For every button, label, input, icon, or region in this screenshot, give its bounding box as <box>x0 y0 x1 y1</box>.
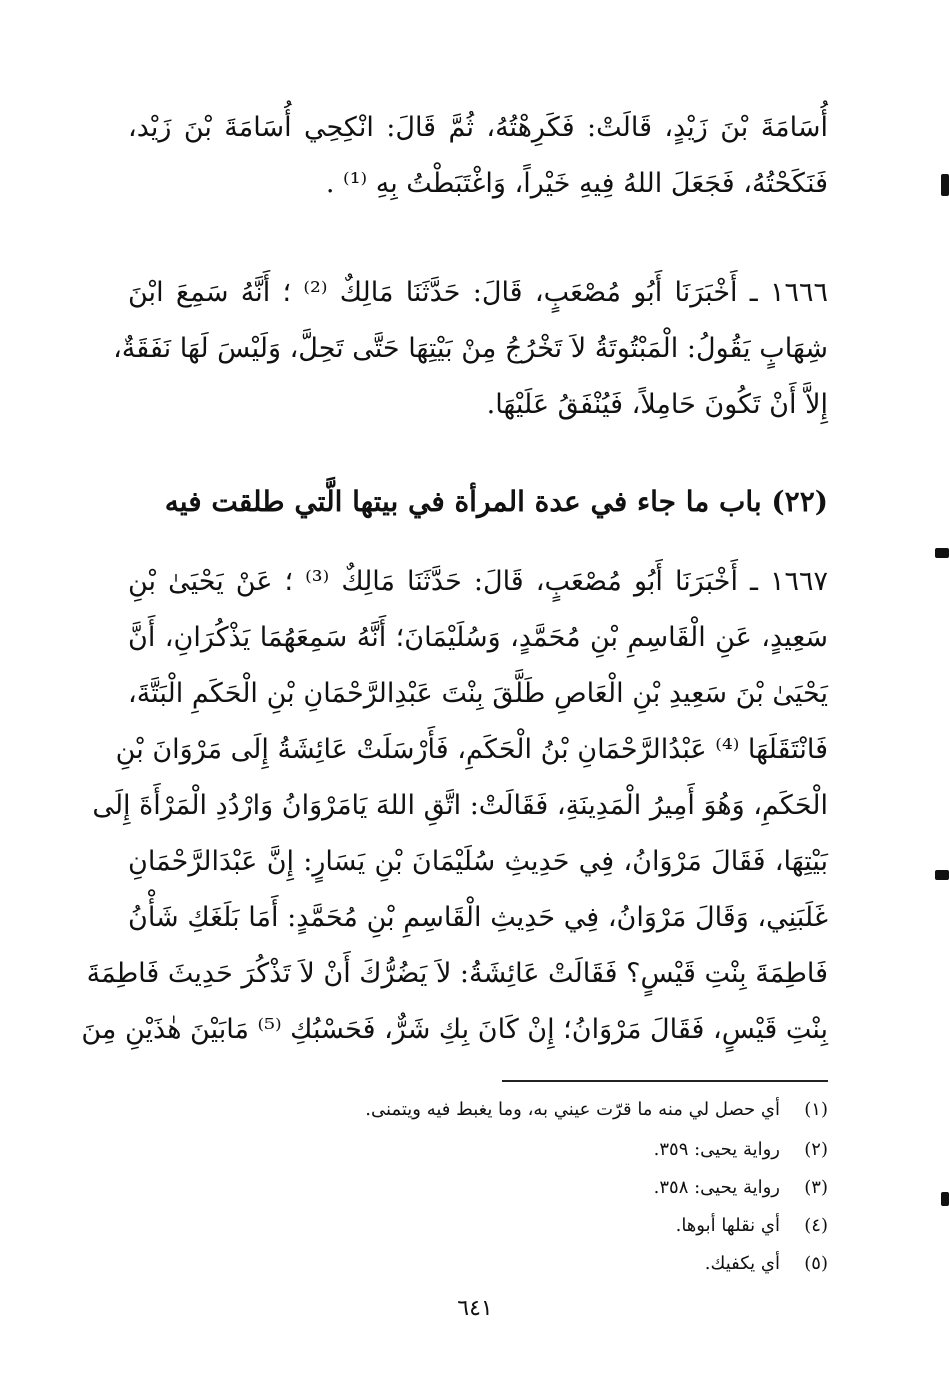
text-line: الْحَكَمِ، وَهُوَ أَمِيرُ الْمَدِينَةِ، فَقَالَتْ: اتَّقِ اللهَ يَامَرْوَانُ وَارْدُدِ الْمَرْأَةَ إِلَى <box>92 790 828 821</box>
text-line: يَحْيَىٰ بْنَ سَعِيدِ بْنِ الْعَاصِ طَلَّقَ بِنْتَ عَبْدِالرَّحْمَانِ بْنِ الْحَكَمِ الْبَتَّةَ، <box>128 678 828 709</box>
scan-edge-mark <box>941 1192 949 1206</box>
footnote-separator <box>502 1080 828 1082</box>
text-line: شِهَابٍ يَقُولُ: الْمَبْتُوتَةُ لاَ تَخْرُجُ مِنْ بَيْتِهَا حَتَّى تَحِلَّ، وَلَيْسَ لَهَا نَفَقَةٌ، <box>113 333 828 364</box>
footnote-text: أي حصل لي منه ما قرّت عيني به، وما يغبط فيه ويتمنى. <box>365 1099 780 1120</box>
text-line: إِلاَّ أَنْ تَكُونَ حَامِلاً، فَيُنْفَقُ عَلَيْهَا. <box>486 389 828 420</box>
footnote-text: أي يكفيك. <box>704 1253 780 1274</box>
text-line: سَعِيدٍ، عَنِ الْقَاسِمِ بْنِ مُحَمَّدٍ، وَسُلَيْمَانَ؛ أَنَّهُ سَمِعَهُمَا يَذْكُرَانِ، أَنَّ <box>128 622 828 653</box>
footnote <box>200 1248 828 1280</box>
scan-edge-mark <box>935 870 949 880</box>
text-line: ١٦٦٦ ـ أَخْبَرَنَا أَبُو مُصْعَبٍ، قَالَ: حَدَّثَنَا مَالِكٌ ⁽²⁾ ؛ أَنَّهُ سَمِعَ ابْنَ <box>128 277 828 308</box>
footnote-text: رواية يحيى: ٣٥٩. <box>653 1139 780 1160</box>
text-line: فَانْتَقَلَهَا ⁽⁴⁾ عَبْدُالرَّحْمَانِ بْنُ الْحَكَمِ، فَأَرْسَلَتْ عَائِشَةُ إِلَى مَرْوَانَ بْنِ <box>115 734 828 765</box>
footnote-number: (٢) <box>804 1139 828 1160</box>
text-line: فَنَكَحْتُهُ، فَجَعَلَ اللهُ فِيهِ خَيْراً، وَاغْتَبَطْتُ بِهِ ⁽¹⁾ . <box>325 168 828 199</box>
footnote-number: (٣) <box>804 1177 828 1198</box>
footnote <box>200 1172 828 1204</box>
text-line: أُسَامَةَ بْنَ زَيْدٍ، قَالَتْ: فَكَرِهْتُهُ، ثُمَّ قَالَ: انْكِحِي أُسَامَةَ بْنَ زَيْد، <box>128 112 828 143</box>
scan-edge-mark <box>935 548 949 558</box>
page-number: ٦٤١ <box>457 1296 493 1321</box>
text-line: بَيْتِهَا، فَقَالَ مَرْوَانُ، فِي حَدِيثِ سُلَيْمَانَ بْنِ يَسَارٍ: إِنَّ عَبْدَالرَّحْمَانِ <box>128 846 828 877</box>
text-line: غَلَبَنِي، وَقَالَ مَرْوَانُ، فِي حَدِيثِ الْقَاسِمِ بْنِ مُحَمَّدٍ: أَمَا بَلَغَكِ شَأْنُ <box>128 902 828 933</box>
text-line: بِنْتِ قَيْسٍ، فَقَالَ مَرْوَانُ؛ إِنْ كَانَ بِكِ شَرٌّ، فَحَسْبُكِ ⁽⁵⁾ مَابَيْنَ هٰذَيْنِ مِنَ <box>81 1014 828 1045</box>
scan-edge-mark <box>941 174 949 196</box>
footnote-number: (٥) <box>804 1253 828 1274</box>
footnote-number: (١) <box>804 1099 828 1120</box>
footnote <box>200 1134 828 1166</box>
chapter-heading: (٢٢) باب ما جاء في عدة المرأة في بيتها الَّتي طلقت فيه <box>164 485 828 518</box>
footnote-number: (٤) <box>804 1215 828 1236</box>
text-line: فَاطِمَةَ بِنْتِ قَيْسٍ؟ فَقَالَتْ عَائِشَةُ: لاَ يَضُرُّكَ أَنْ لاَ تَذْكُرَ حَدِيثَ فَاطِمَةَ <box>86 958 828 989</box>
footnote-text: أي نقلها أبوها. <box>675 1215 780 1236</box>
text-line: ١٦٦٧ ـ أَخْبَرَنَا أَبُو مُصْعَبٍ، قَالَ: حَدَّثَنَا مَالِكٌ ⁽³⁾ ؛ عَنْ يَحْيَىٰ بْنِ <box>128 566 829 597</box>
footnote <box>200 1094 828 1126</box>
footnote-text: رواية يحيى: ٣٥٨. <box>653 1177 780 1198</box>
footnote <box>200 1210 828 1242</box>
